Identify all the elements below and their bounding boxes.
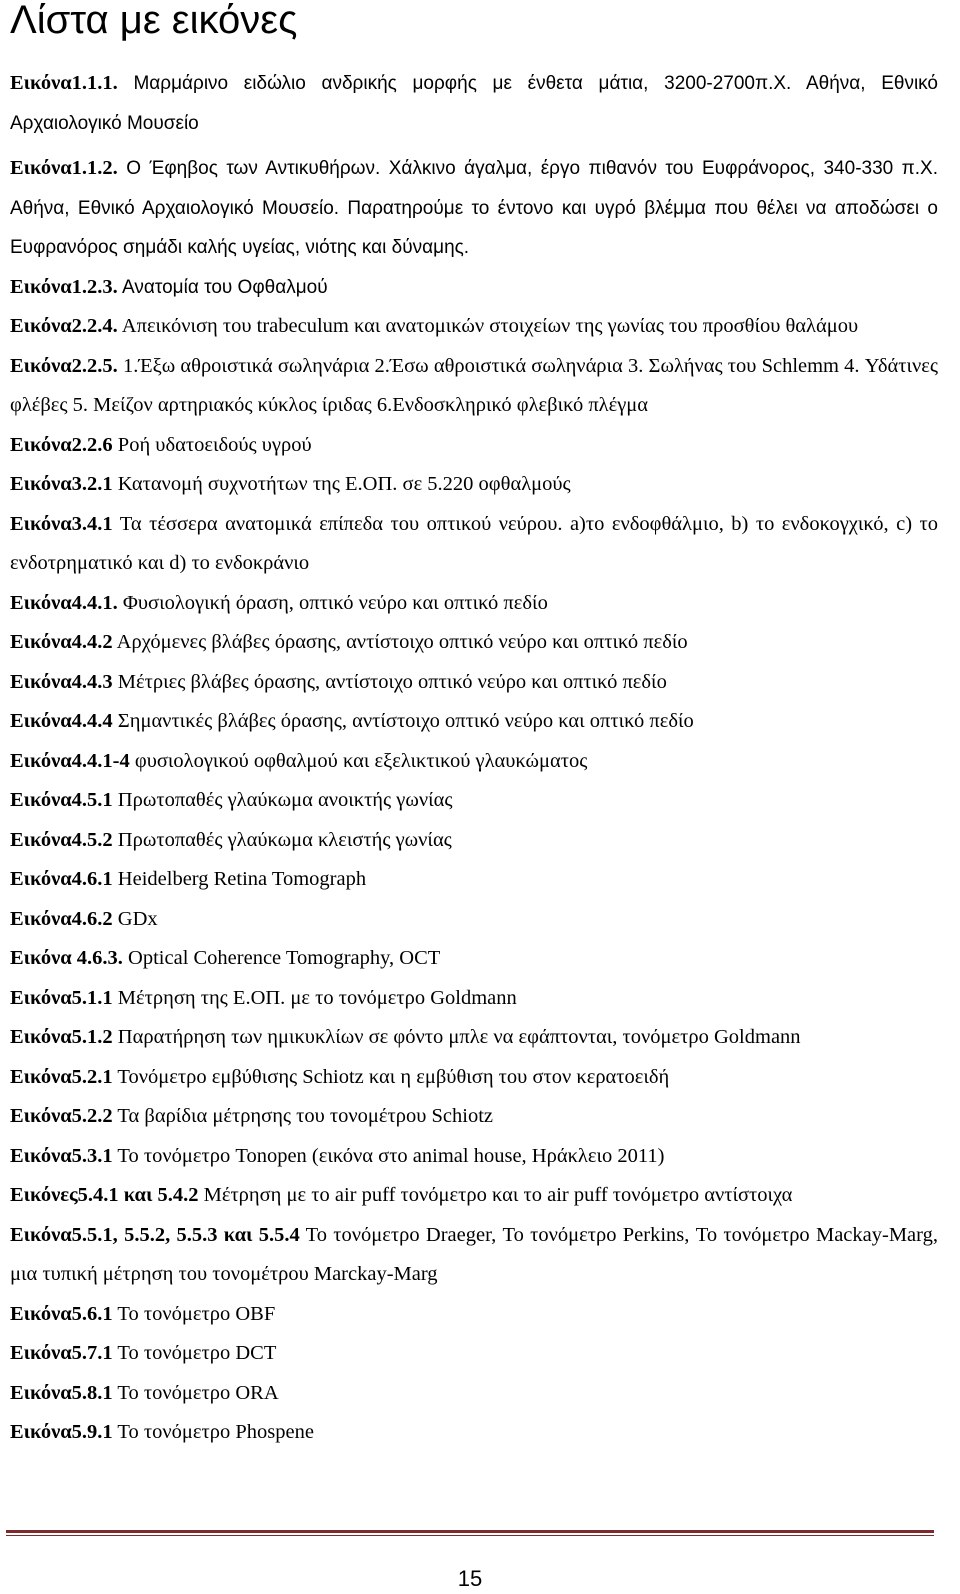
figure-caption: Τα βαρίδια μέτρησης του τονομέτρου Schiotz [112,1105,494,1127]
figure-label: Εικόνα5.5.1, 5.5.2, 5.5.3 και 5.5.4 [10,1223,300,1246]
figure-caption: Πρωτοπαθές γλαύκωμα ανοικτής γωνίας [112,789,453,811]
list-item [10,860,938,900]
figure-caption: Ο Έφηβος των Αντικυθήρων. Χάλκινο άγαλμα, έργο πιθανόν του Ευφράνορος, 340-330 π.Χ. Αθήνα, Εθνικό Αρχαιολογικό Μουσείο. Παρατηρούμε το έντονο και υγρό βλέμμα που θέλει να αποδώσει ο Ευφρανόρος σημάδι καλής υγείας, νιότης και δύναμης. [10,158,938,258]
list-item [10,663,938,703]
list-item [10,1097,938,1137]
figure-list [10,64,938,1453]
figure-caption: Απεικόνιση του trabeculum και ανατομικών στοιχείων της γωνίας του προσθίου θαλάμου [117,315,859,337]
list-item [10,64,938,143]
list-item [10,1216,938,1295]
figure-caption: Optical Coherence Tomography, OCT [122,947,441,969]
figure-caption: Τα τέσσερα ανατομικά επίπεδα του οπτικού νεύρου. a)το ενδοφθάλμιο, b) το ενδοκογχικό, c) το ενδοτρηματικό και d) το ενδοκράνιο [10,512,938,574]
list-item [10,1295,938,1335]
figure-caption: Ροή υδατοειδούς υγρού [112,433,312,456]
figure-caption: 1.Έξω αθροιστικά σωληνάρια 2.Έσω αθροιστικά σωληνάρια 3. Σωλήνας του Schlemm 4. Υδάτινες φλέβες 5. Μείζον αρτηριακός κύκλος ίριδας 6.Ενδοσκληρικό φλεβικό πλέγμα [10,354,938,416]
footer-divider-thick [6,1530,934,1533]
list-item [10,584,938,624]
page-number: 15 [457,1566,483,1591]
figure-label: Εικόνα3.4.1 [10,512,113,535]
figure-caption: Σημαντικές βλάβες όρασης, αντίστοιχο οπτικό νεύρο και οπτικό πεδίο [112,710,694,732]
figure-label: Εικόνα4.5.1 [10,789,113,811]
figure-label: Εικόνα5.1.1 [10,986,113,1009]
list-item [10,149,938,268]
figure-caption: Το τονόμετρο Draeger, Το τονόμετρο Perkins, Το τονόμετρο Mackay-Marg, μια τυπική μέτρηση του τονομέτρου Marckay-Marg [10,1223,938,1285]
figure-caption: Πρωτοπαθές γλαύκωμα κλειστής γωνίας [112,828,452,851]
list-item [10,939,938,979]
list-item [10,505,938,584]
figure-label: Εικόνα5.2.1 [10,1065,113,1088]
figure-caption: Ανατομία του Οφθαλμού [117,276,328,298]
figure-caption: Τονόμετρο εμβύθισης Schiotz και η εμβύθιση του στον κερατοειδή [112,1065,670,1088]
figure-caption: Φυσιολογική όραση, οπτικό νεύρο και οπτικό πεδίο [117,591,548,614]
list-item [10,900,938,940]
figure-caption: GDx [112,907,158,930]
figure-label: Εικόνα2.2.5. [10,354,118,377]
figure-label: Εικόνα1.2.3. [10,275,118,298]
figure-caption: Μέτρηση της Ε.ΟΠ. με το τονόμετρο Goldmann [112,986,517,1009]
list-item [10,781,938,821]
list-item [10,1374,938,1414]
list-item [10,268,938,308]
list-item [10,307,938,347]
figure-caption: Μέτρηση με το air puff τονόμετρο και το air puff τονόμετρο αντίστοιχα [198,1184,793,1206]
figure-label: Εικόνα3.2.1 [10,473,113,495]
figure-label: Εικόνα4.6.1 [10,868,113,890]
figure-label: Εικόνα5.7.1 [10,1342,113,1364]
list-item [10,1176,938,1216]
figure-caption: Κατανομή συχνοτήτων της Ε.ΟΠ. σε 5.220 οφθαλμούς [112,473,571,495]
figure-caption: Heidelberg Retina Tomograph [112,868,367,890]
figure-label: Εικόνα5.6.1 [10,1302,113,1325]
figure-caption: Μέτριες βλάβες όρασης, αντίστοιχο οπτικό νεύρο και οπτικό πεδίο [112,670,667,693]
figure-label: Εικόνα4.4.2 [10,631,113,653]
list-item [10,702,938,742]
figure-label: Εικόνα5.9.1 [10,1421,113,1443]
list-item [10,465,938,505]
list-item [10,821,938,861]
list-item [10,1413,938,1453]
figure-label: Εικόνα5.2.2 [10,1105,113,1127]
figure-label: Εικόνα5.8.1 [10,1381,113,1404]
list-item [10,979,938,1019]
figure-label: Εικόνα 4.6.3. [10,947,123,969]
figure-label: Εικόνα5.3.1 [10,1144,113,1167]
figure-caption: Το τονόμετρο DCT [112,1342,277,1364]
figure-label: Εικόνα2.2.4. [10,315,118,337]
footer-divider-thin [6,1535,934,1536]
list-item [10,1018,938,1058]
figure-label: Εικόνα1.1.1. [10,72,118,94]
figure-caption: Το τονόμετρο Phospene [112,1421,314,1443]
figure-caption: Το τονόμετρο OBF [112,1302,276,1325]
figure-caption: Παρατήρηση των ημικυκλίων σε φόντο μπλε να εφάπτονται, τονόμετρο Goldmann [112,1026,801,1048]
figure-label: Εικόνα1.1.2. [10,157,118,179]
figure-label: Εικόνα4.6.2 [10,907,113,930]
figure-caption: φυσιολογικού οφθαλμού και εξελικτικού γλαυκώματος [129,749,588,772]
list-item [10,426,938,466]
list-item [10,623,938,663]
list-item [10,1334,938,1374]
figure-label: Εικόνα5.1.2 [10,1026,113,1048]
list-item [10,347,938,426]
list-item [10,1058,938,1098]
list-item [10,1137,938,1177]
figure-label: Εικόνες5.4.1 και 5.4.2 [10,1184,199,1206]
figure-label: Εικόνα2.2.6 [10,433,113,456]
figure-label: Εικόνα4.4.3 [10,670,113,693]
figure-label: Εικόνα4.4.1-4 [10,749,130,772]
figure-label: Εικόνα4.4.1. [10,591,118,614]
figure-caption: Το τονόμετρο ORA [112,1381,279,1404]
figure-label: Εικόνα4.5.2 [10,828,113,851]
figure-label: Εικόνα4.4.4 [10,710,113,732]
figure-caption: Αρχόμενες βλάβες όρασης, αντίστοιχο οπτικό νεύρο και οπτικό πεδίο [112,631,688,653]
figure-caption: Μαρμάρινο ειδώλιο ανδρικής μορφής με ένθετα μάτια, 3200-2700π.Χ. Αθήνα, Εθνικό Αρχαιολογικό Μουσείο [10,73,938,134]
page-title: Λίστα με εικόνες [10,0,298,42]
figure-caption: Το τονόμετρο Tonopen (εικόνα στο animal house, Ηράκλειο 2011) [112,1144,665,1167]
list-item [10,742,938,782]
